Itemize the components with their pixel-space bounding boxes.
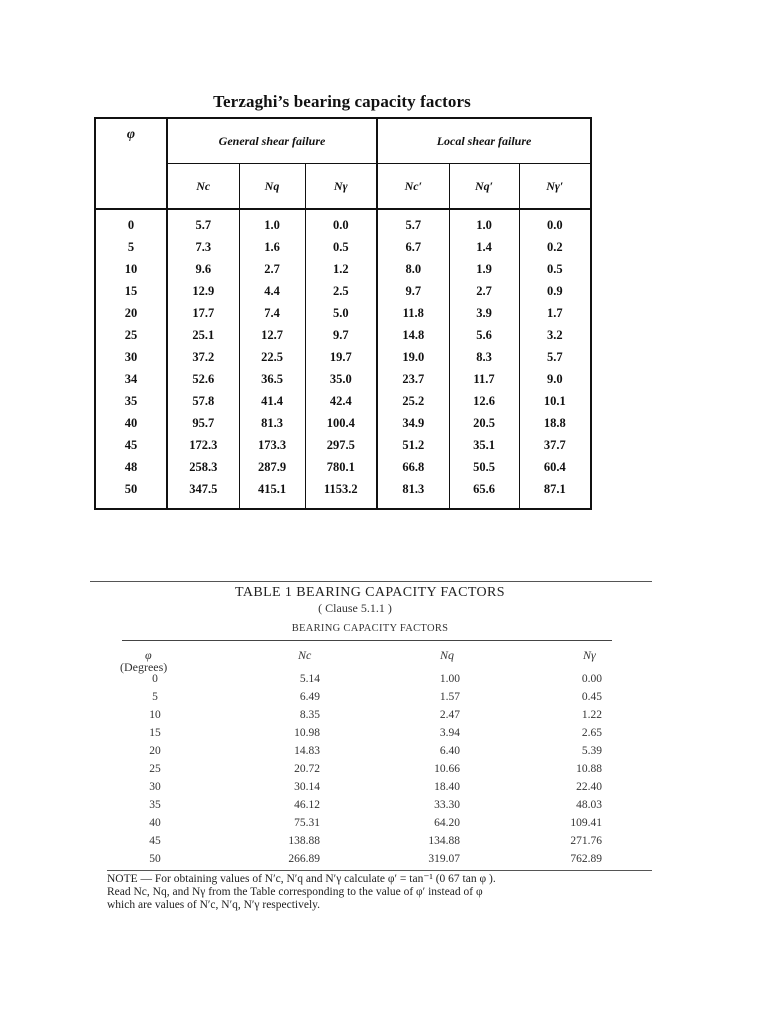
value-cell: 1.57 [439, 691, 460, 703]
value-cell: 9.0 [546, 371, 563, 386]
value-cell: 9.7 [305, 324, 377, 346]
value-cell: 287.9 [239, 456, 305, 478]
value-cell: 37.2 [167, 346, 239, 368]
value-cell: 41.4 [239, 390, 305, 412]
value-cell: 1.0 [239, 209, 305, 236]
phi-cell: 35 [95, 390, 167, 412]
value-cell: 780.1 [305, 456, 377, 478]
value-cell: 5.0 [305, 302, 377, 324]
column-header: Nq [239, 164, 305, 210]
value-cell: 5.39 [581, 745, 602, 757]
value-cell: 81.3 [239, 412, 305, 434]
column-header: Nq′ [449, 164, 519, 210]
table-row [95, 390, 591, 412]
value-cell: 0.0 [546, 217, 563, 232]
value-cell: 22.5 [239, 346, 305, 368]
general-shear-header: General shear failure [167, 118, 377, 164]
value-cell: 1.7 [546, 305, 563, 320]
value-cell: 109.41 [570, 817, 602, 829]
phi-cell: 15 [149, 727, 161, 739]
value-cell: 5.6 [449, 324, 519, 346]
value-cell: 8.0 [377, 258, 449, 280]
value-cell: 1.4 [449, 236, 519, 258]
value-cell: 258.3 [167, 456, 239, 478]
value-cell: 25.2 [377, 390, 449, 412]
value-cell: 3.2 [546, 327, 563, 342]
value-cell: 87.1 [543, 481, 566, 496]
column-header: Nγ′ [519, 164, 591, 210]
phi-cell: 25 [149, 763, 161, 775]
value-cell: 14.8 [377, 324, 449, 346]
value-cell: 266.89 [288, 853, 320, 865]
value-cell: 48.03 [576, 799, 602, 811]
value-cell: 12.9 [167, 280, 239, 302]
value-cell: 10.66 [434, 763, 460, 775]
value-cell: 2.7 [449, 280, 519, 302]
value-cell: 33.30 [434, 799, 460, 811]
value-cell: 9.6 [167, 258, 239, 280]
phi-cell: 50 [95, 478, 167, 509]
phi-cell: 40 [95, 412, 167, 434]
value-cell: 66.8 [377, 456, 449, 478]
top-rule [90, 581, 652, 582]
table-row [0, 763, 768, 781]
value-cell: 37.7 [543, 437, 566, 452]
table-row [95, 368, 591, 390]
value-cell: 10.1 [543, 393, 566, 408]
value-cell: 23.7 [377, 368, 449, 390]
value-cell: 12.7 [239, 324, 305, 346]
terzaghi-table [94, 117, 592, 510]
value-cell: 18.8 [543, 415, 566, 430]
table-row [0, 673, 768, 691]
ngamma-column-header: Nγ [583, 648, 596, 662]
phi-cell: 15 [95, 280, 167, 302]
value-cell: 64.20 [434, 817, 460, 829]
terzaghi-table-title: Terzaghi’s bearing capacity factors [213, 92, 471, 111]
phi-cell: 5 [95, 236, 167, 258]
value-cell: 4.4 [239, 280, 305, 302]
value-cell: 3.94 [439, 727, 460, 739]
value-cell: 271.76 [570, 835, 602, 847]
nq-column-header: Nq [440, 648, 455, 662]
table-row [95, 346, 591, 368]
note-line: which are values of N′c, N′q, N′γ respectively. [107, 899, 321, 911]
value-cell: 9.7 [377, 280, 449, 302]
phi-cell: 0 [95, 209, 167, 236]
value-cell: 5.7 [546, 349, 563, 364]
table-row [0, 745, 768, 763]
value-cell: 10.88 [576, 763, 602, 775]
value-cell: 52.6 [167, 368, 239, 390]
column-header: Nc [167, 164, 239, 210]
phi-cell: 45 [149, 835, 161, 847]
value-cell: 30.14 [294, 781, 320, 793]
value-cell: 0.45 [581, 691, 602, 703]
local-shear-header: Local shear failure [377, 118, 591, 164]
value-cell: 10.98 [294, 727, 320, 739]
phi-cell: 0 [152, 673, 158, 685]
value-cell: 95.7 [167, 412, 239, 434]
value-cell: 34.9 [377, 412, 449, 434]
value-cell: 415.1 [239, 478, 305, 509]
value-cell: 297.5 [305, 434, 377, 456]
table-row [95, 434, 591, 456]
table-row [95, 209, 591, 236]
value-cell: 1153.2 [305, 478, 377, 509]
value-cell: 319.07 [428, 853, 460, 865]
value-cell: 35.0 [305, 368, 377, 390]
value-cell: 50.5 [449, 456, 519, 478]
table-row [0, 853, 768, 871]
phi-cell: 48 [95, 456, 167, 478]
value-cell: 17.7 [167, 302, 239, 324]
value-cell: 0.9 [546, 283, 563, 298]
phi-cell: 25 [95, 324, 167, 346]
value-cell: 81.3 [377, 478, 449, 509]
value-cell: 0.00 [581, 673, 602, 685]
value-cell: 5.7 [167, 209, 239, 236]
value-cell: 65.6 [449, 478, 519, 509]
value-cell: 14.83 [294, 745, 320, 757]
value-cell: 57.8 [167, 390, 239, 412]
value-cell: 12.6 [449, 390, 519, 412]
phi-column-header: φ [145, 648, 152, 662]
value-cell: 20.5 [449, 412, 519, 434]
phi-column-header: φ [95, 118, 167, 209]
value-cell: 8.3 [449, 346, 519, 368]
header-rule [122, 640, 612, 641]
degrees-label: (Degrees) [120, 660, 168, 674]
phi-cell: 10 [149, 709, 161, 721]
value-cell: 18.40 [434, 781, 460, 793]
value-cell: 1.22 [581, 709, 602, 721]
value-cell: 5.14 [299, 673, 320, 685]
table-row [0, 781, 768, 799]
table-row [95, 280, 591, 302]
table-row [0, 709, 768, 727]
value-cell: 0.5 [546, 261, 563, 276]
value-cell: 7.4 [239, 302, 305, 324]
phi-cell: 10 [95, 258, 167, 280]
table-row [95, 258, 591, 280]
value-cell: 51.2 [377, 434, 449, 456]
value-cell: 173.3 [239, 434, 305, 456]
value-cell: 762.89 [570, 853, 602, 865]
value-cell: 46.12 [294, 799, 320, 811]
phi-cell: 20 [95, 302, 167, 324]
value-cell: 1.6 [239, 236, 305, 258]
value-cell: 36.5 [239, 368, 305, 390]
value-cell: 8.35 [299, 709, 320, 721]
value-cell: 1.9 [449, 258, 519, 280]
value-cell: 3.9 [449, 302, 519, 324]
table-row [0, 727, 768, 745]
value-cell: 6.7 [377, 236, 449, 258]
value-cell: 5.7 [377, 209, 449, 236]
value-cell: 2.47 [439, 709, 460, 721]
value-cell: 100.4 [305, 412, 377, 434]
value-cell: 0.5 [305, 236, 377, 258]
value-cell: 19.0 [377, 346, 449, 368]
value-cell: 0.2 [546, 239, 563, 254]
column-header: Nc′ [377, 164, 449, 210]
column-header: Nγ [305, 164, 377, 210]
value-cell: 172.3 [167, 434, 239, 456]
value-cell: 11.7 [449, 368, 519, 390]
table-row [0, 817, 768, 835]
is-table-subtitle: BEARING CAPACITY FACTORS [291, 623, 449, 634]
phi-cell: 30 [149, 781, 161, 793]
table-row [95, 236, 591, 258]
phi-cell: 40 [149, 817, 161, 829]
phi-cell: 35 [149, 799, 161, 811]
value-cell: 2.5 [305, 280, 377, 302]
value-cell: 42.4 [305, 390, 377, 412]
value-cell: 11.8 [377, 302, 449, 324]
value-cell: 1.0 [449, 209, 519, 236]
table-row [95, 302, 591, 324]
is-table-title: TABLE 1 BEARING CAPACITY FACTORS [235, 585, 505, 600]
value-cell: 1.2 [305, 258, 377, 280]
is-table-clause: ( Clause 5.1.1 ) [318, 601, 392, 615]
table-row [95, 324, 591, 346]
is-table-body [0, 673, 768, 871]
phi-cell: 45 [95, 434, 167, 456]
value-cell: 75.31 [294, 817, 320, 829]
note-line: Read Nc, Nq, and Nγ from the Table corresponding to the value of φ′ instead of φ [107, 886, 483, 898]
value-cell: 25.1 [167, 324, 239, 346]
value-cell: 347.5 [167, 478, 239, 509]
table-row [95, 456, 591, 478]
value-cell: 20.72 [294, 763, 320, 775]
value-cell: 1.00 [439, 673, 460, 685]
table-row [95, 478, 591, 509]
value-cell: 2.7 [239, 258, 305, 280]
is-table-note [107, 873, 667, 912]
value-cell: 22.40 [576, 781, 602, 793]
phi-cell: 30 [95, 346, 167, 368]
value-cell: 6.40 [439, 745, 460, 757]
value-cell: 7.3 [167, 236, 239, 258]
table-row [0, 799, 768, 817]
phi-cell: 34 [95, 368, 167, 390]
table-row [0, 691, 768, 709]
value-cell: 35.1 [449, 434, 519, 456]
note-line: NOTE — For obtaining values of N′c, N′q and N′γ calculate φ′ = tan⁻¹ (0 67 tan φ ). [107, 873, 496, 885]
table-row [95, 412, 591, 434]
table-row [0, 835, 768, 853]
phi-cell: 50 [149, 853, 161, 865]
phi-cell: 5 [152, 691, 158, 703]
value-cell: 6.49 [299, 691, 320, 703]
value-cell: 60.4 [543, 459, 566, 474]
phi-cell: 20 [149, 745, 161, 757]
bottom-rule [107, 870, 652, 871]
value-cell: 0.0 [305, 209, 377, 236]
value-cell: 138.88 [288, 835, 320, 847]
value-cell: 134.88 [428, 835, 460, 847]
nc-column-header: Nc [298, 648, 312, 662]
value-cell: 2.65 [581, 727, 602, 739]
value-cell: 19.7 [305, 346, 377, 368]
